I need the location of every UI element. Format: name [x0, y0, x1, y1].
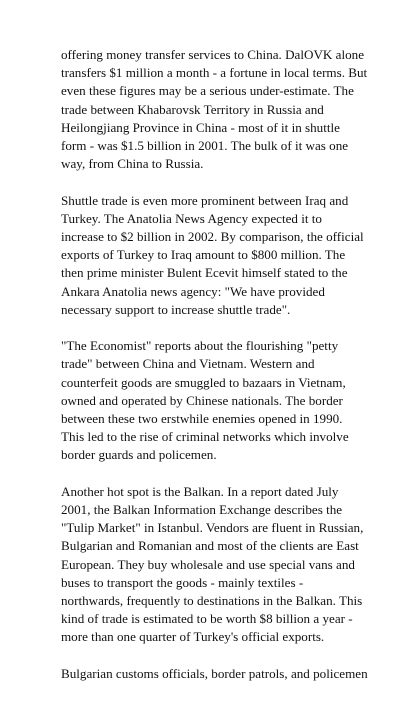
text-line: This led to the rise of criminal networks which involve: [61, 429, 349, 445]
text-line: necessary support to increase shuttle trade".: [61, 301, 291, 317]
text-line: "The Economist" reports about the flourishing "petty: [61, 338, 339, 354]
text-line: northwards, frequently to destinations in the Balkan. This: [61, 593, 363, 609]
paragraph-money-transfer: [61, 46, 371, 173]
text-line: increase to $2 billion in 2002. By comparison, the official: [61, 229, 364, 245]
text-line: border guards and policemen.: [61, 447, 217, 463]
text-line: even these figures may be a serious under-estimate. The: [61, 83, 354, 99]
text-line: then prime minister Bulent Ecevit himself stated to the: [61, 265, 348, 281]
body-text: [61, 46, 371, 701]
text-line: way, from China to Russia.: [61, 156, 204, 172]
text-line: exports of Turkey to Iraq amount to $800 million. The: [61, 247, 346, 263]
text-line: counterfeit goods are smuggled to bazaars in Vietnam,: [61, 374, 346, 390]
paragraph-iraq-turkey: [61, 192, 371, 319]
text-line: more than one quarter of Turkey's official exports.: [61, 629, 325, 645]
text-line: trade" between China and Vietnam. Western and: [61, 356, 315, 372]
text-line: offering money transfer services to China. DalOVK alone: [61, 47, 365, 62]
text-line: Bulgarian and Romanian and most of the clients are East: [61, 538, 359, 554]
text-line: kind of trade is estimated to be worth $8 billion a year -: [61, 611, 353, 627]
text-line: transfers $1 million a month - a fortune in local terms. But: [61, 65, 368, 81]
paragraph-china-vietnam: [61, 337, 371, 464]
text-line: Bulgarian customs officials, border patrols, and policemen: [61, 665, 368, 681]
text-line: buses to transport the goods - mainly textiles -: [61, 574, 304, 590]
paragraph-bulgarian-customs: [61, 665, 371, 683]
paragraph-balkan: [61, 483, 371, 647]
text-line: Heilongjiang Province in China - most of it in shuttle: [61, 119, 340, 135]
text-line: form - was $1.5 billion in 2001. The bulk of it was one: [61, 138, 349, 154]
text-line: Turkey. The Anatolia News Agency expected it to: [61, 210, 322, 226]
text-line: Ankara Anatolia news agency: "We have provided: [61, 283, 325, 299]
text-line: Shuttle trade is even more prominent between Iraq and: [61, 192, 349, 208]
text-line: owned and operated by Chinese nationals. The border: [61, 392, 343, 408]
text-line: Another hot spot is the Balkan. In a report dated July: [61, 483, 339, 499]
text-line: "Tulip Market" in Istanbul. Vendors are fluent in Russian,: [61, 520, 364, 536]
text-line: between these two erstwhile enemies opened in 1990.: [61, 411, 343, 427]
text-line: trade between Khabarovsk Territory in Russia and: [61, 101, 324, 117]
text-line: European. They buy wholesale and use special vans and: [61, 556, 355, 572]
text-line: 2001, the Balkan Information Exchange describes the: [61, 502, 343, 518]
